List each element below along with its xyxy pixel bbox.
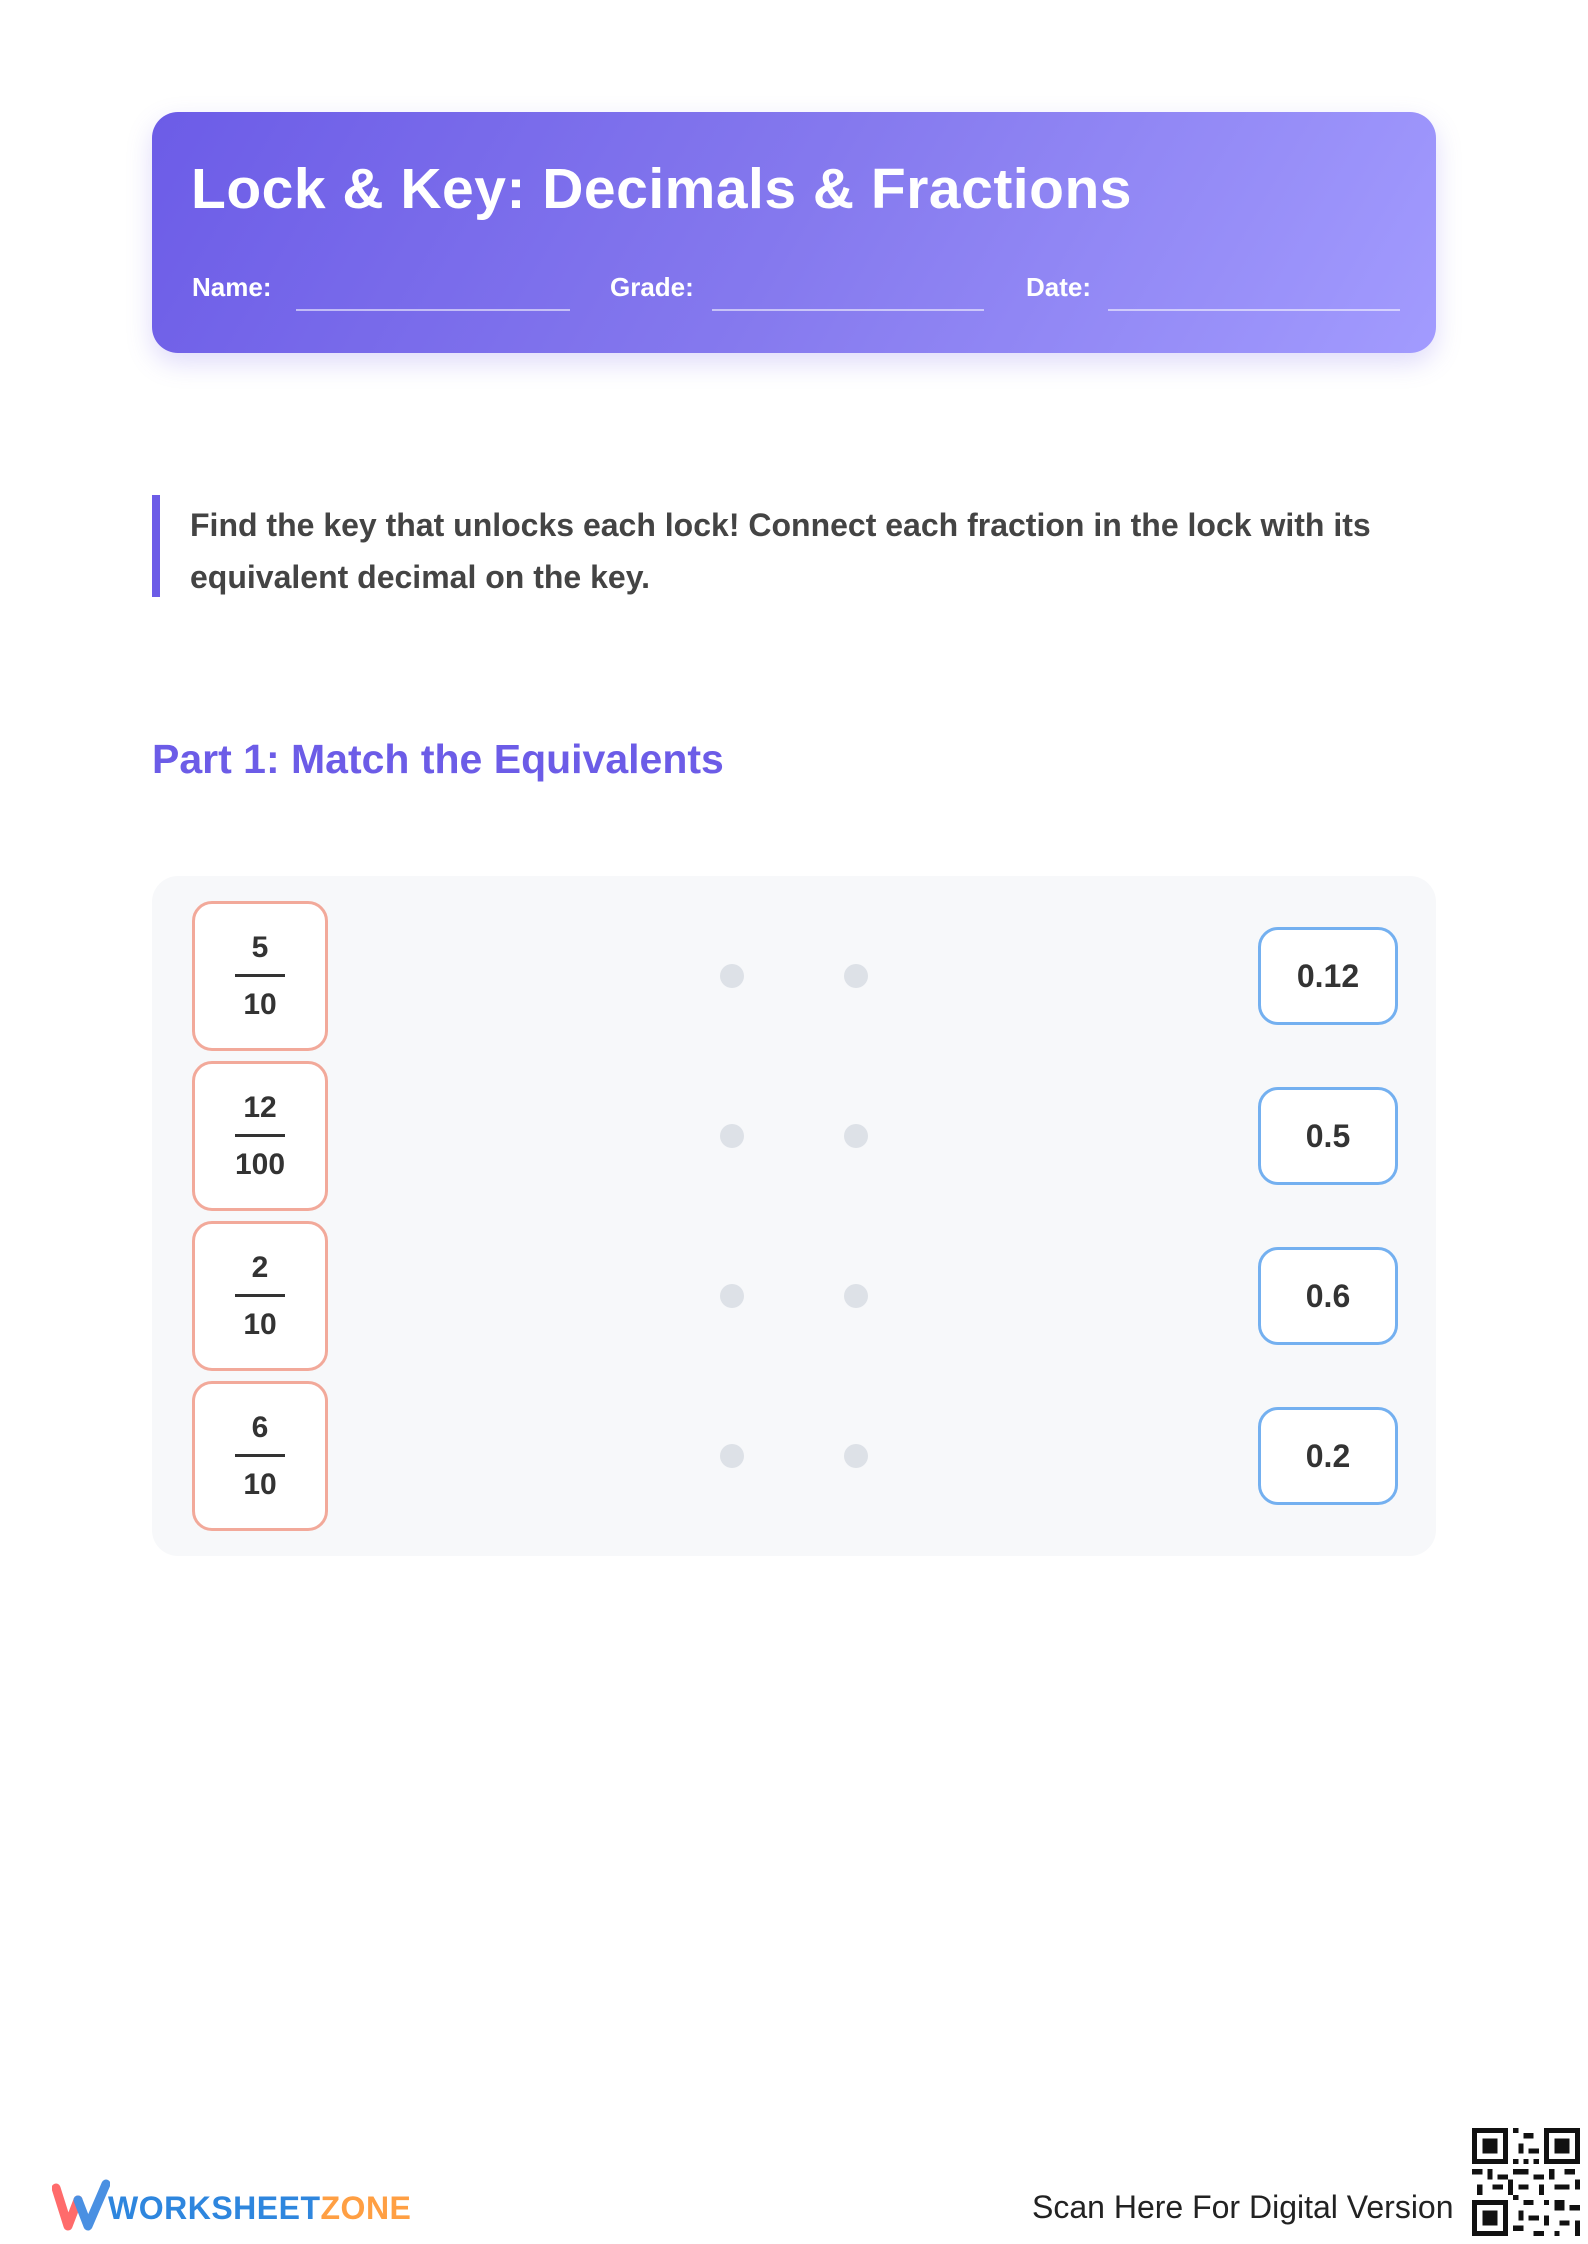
fraction-numerator: 5 bbox=[251, 930, 269, 964]
date-field[interactable] bbox=[1108, 309, 1400, 311]
key-decimal-card[interactable]: 0.12 bbox=[1258, 927, 1398, 1025]
name-field[interactable] bbox=[296, 309, 570, 311]
fraction-bar bbox=[235, 974, 285, 977]
lock-fraction-card[interactable] bbox=[192, 901, 328, 1051]
worksheet-header bbox=[152, 112, 1436, 353]
right-connect-dot[interactable] bbox=[844, 964, 868, 988]
left-connect-dot[interactable] bbox=[720, 964, 744, 988]
fraction-bar bbox=[235, 1294, 285, 1297]
fraction-denominator: 10 bbox=[243, 1467, 277, 1501]
date-label: Date: bbox=[1026, 272, 1092, 302]
brand-name-part2: ZONE bbox=[320, 2190, 412, 2226]
fraction-bar bbox=[235, 1454, 285, 1457]
grade-field[interactable] bbox=[712, 309, 984, 311]
key-decimal-card[interactable]: 0.6 bbox=[1258, 1247, 1398, 1345]
fraction-denominator: 100 bbox=[234, 1147, 286, 1181]
lock-fraction-card[interactable] bbox=[192, 1061, 328, 1211]
part-1-title: Part 1: Match the Equivalents bbox=[152, 736, 724, 782]
lock-fraction-card[interactable] bbox=[192, 1221, 328, 1371]
fraction-numerator: 12 bbox=[243, 1090, 277, 1124]
key-decimal-card[interactable]: 0.5 bbox=[1258, 1087, 1398, 1185]
worksheet-title: Lock & Key: Decimals & Fractions bbox=[191, 157, 1132, 221]
name-label: Name: bbox=[192, 272, 272, 302]
brand-name-part1: WORKSHEET bbox=[108, 2190, 321, 2226]
instructions: Find the key that unlocks each lock! Connect each fraction in the lock with its equivalent decimal on the key. bbox=[152, 495, 1412, 597]
right-connect-dot[interactable] bbox=[844, 1124, 868, 1148]
fraction-numerator: 6 bbox=[251, 1410, 269, 1444]
grade-label: Grade: bbox=[610, 272, 694, 302]
fraction-bar bbox=[235, 1134, 285, 1137]
fraction-denominator: 10 bbox=[243, 987, 277, 1021]
left-connect-dot[interactable] bbox=[720, 1124, 744, 1148]
left-connect-dot[interactable] bbox=[720, 1284, 744, 1308]
brand-name bbox=[108, 2190, 411, 2227]
right-connect-dot[interactable] bbox=[844, 1444, 868, 1468]
key-decimal-card[interactable]: 0.2 bbox=[1258, 1407, 1398, 1505]
fraction-numerator: 2 bbox=[251, 1250, 269, 1284]
qr-code-icon[interactable] bbox=[1472, 2128, 1580, 2236]
left-connect-dot[interactable] bbox=[720, 1444, 744, 1468]
scan-caption: Scan Here For Digital Version bbox=[1032, 2189, 1454, 2225]
matching-panel bbox=[152, 876, 1436, 1556]
right-connect-dot[interactable] bbox=[844, 1284, 868, 1308]
worksheetzone-logo-icon bbox=[52, 2178, 110, 2236]
fraction-denominator: 10 bbox=[243, 1307, 277, 1341]
lock-fraction-card[interactable] bbox=[192, 1381, 328, 1531]
